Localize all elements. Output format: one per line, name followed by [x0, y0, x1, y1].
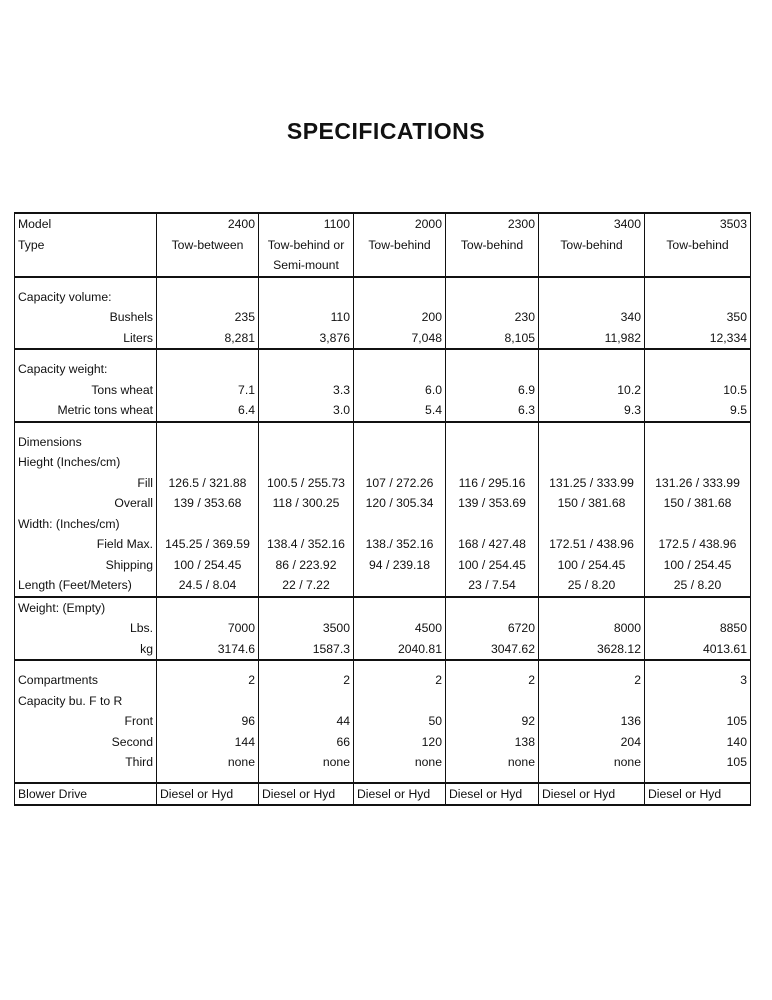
row-label: Compartments — [15, 670, 157, 691]
spacer-row — [15, 349, 751, 359]
row-label — [15, 422, 157, 432]
model-4-cell — [446, 514, 539, 535]
model-2-cell — [259, 432, 354, 453]
model-4-cell: 3047.62 — [446, 639, 539, 661]
row-label: Lbs. — [15, 618, 157, 639]
model-2-cell: 1587.3 — [259, 639, 354, 661]
model-4-cell: 230 — [446, 307, 539, 328]
row-label: Weight: (Empty) — [15, 597, 157, 619]
model-5-cell: 3400 — [539, 213, 645, 235]
model-6-cell: 8850 — [645, 618, 751, 639]
model-1-cell: 3174.6 — [157, 639, 259, 661]
model-6-cell: 140 — [645, 732, 751, 753]
model-5-cell: 136 — [539, 711, 645, 732]
model-5-cell — [539, 660, 645, 670]
row-label: Fill — [15, 473, 157, 494]
model-5-cell: 3628.12 — [539, 639, 645, 661]
second-row — [15, 732, 751, 753]
liters-row — [15, 328, 751, 350]
specifications-table — [14, 212, 751, 806]
model-2-cell — [259, 597, 354, 619]
model-1-cell: 139 / 353.68 — [157, 493, 259, 514]
model-6-cell — [645, 432, 751, 453]
model-2-cell: none — [259, 752, 354, 773]
model-5-cell: none — [539, 752, 645, 773]
length-row — [15, 575, 751, 597]
model-1-cell: 144 — [157, 732, 259, 753]
model-1-cell: none — [157, 752, 259, 773]
model-1-cell: 2400 — [157, 213, 259, 235]
row-label: Metric tons wheat — [15, 400, 157, 422]
model-6-cell — [645, 287, 751, 308]
model-1-cell: 6.4 — [157, 400, 259, 422]
model-3-cell: 107 / 272.26 — [354, 473, 446, 494]
model-3-cell — [354, 422, 446, 432]
model-3-cell: 200 — [354, 307, 446, 328]
model-5-cell — [539, 422, 645, 432]
model-3-cell: 138./ 352.16 — [354, 534, 446, 555]
row-label: Blower Drive — [15, 783, 157, 806]
row-label: Shipping — [15, 555, 157, 576]
model-3-cell: 5.4 — [354, 400, 446, 422]
row-label: Front — [15, 711, 157, 732]
model-1-cell: Tow-between — [157, 235, 259, 256]
weight-heading — [15, 597, 751, 619]
model-4-cell: Tow-behind — [446, 235, 539, 256]
model-6-cell: 150 / 381.68 — [645, 493, 751, 514]
model-1-cell: 145.25 / 369.59 — [157, 534, 259, 555]
row-label: Type — [15, 235, 157, 256]
model-2-cell: 22 / 7.22 — [259, 575, 354, 597]
model-2-cell — [259, 277, 354, 287]
model-2-cell: 86 / 223.92 — [259, 555, 354, 576]
model-6-cell — [645, 597, 751, 619]
model-1-cell: 235 — [157, 307, 259, 328]
compartments-row — [15, 670, 751, 691]
kg-row — [15, 639, 751, 661]
model-4-cell: 138 — [446, 732, 539, 753]
model-2-cell — [259, 773, 354, 783]
model-6-cell — [645, 514, 751, 535]
model-3-cell — [354, 597, 446, 619]
model-6-cell — [645, 255, 751, 277]
row-label: Model — [15, 213, 157, 235]
model-3-cell: none — [354, 752, 446, 773]
model-6-cell: 350 — [645, 307, 751, 328]
row-label: Width: (Inches/cm) — [15, 514, 157, 535]
model-6-cell: 3 — [645, 670, 751, 691]
model-6-cell: 172.5 / 438.96 — [645, 534, 751, 555]
overall-row — [15, 493, 751, 514]
model-5-cell: 340 — [539, 307, 645, 328]
spacer-row — [15, 277, 751, 287]
model-5-cell — [539, 691, 645, 712]
model-5-cell: 10.2 — [539, 380, 645, 401]
model-4-cell: 23 / 7.54 — [446, 575, 539, 597]
row-label: Dimensions — [15, 432, 157, 453]
height-heading — [15, 452, 751, 473]
row-label: Bushels — [15, 307, 157, 328]
model-1-cell — [157, 452, 259, 473]
capacity-bu-heading — [15, 691, 751, 712]
model-2-cell: 66 — [259, 732, 354, 753]
model-1-cell — [157, 349, 259, 359]
model-5-cell — [539, 452, 645, 473]
row-label: Length (Feet/Meters) — [15, 575, 157, 597]
model-4-cell — [446, 773, 539, 783]
model-2-cell: 100.5 / 255.73 — [259, 473, 354, 494]
model-4-cell — [446, 432, 539, 453]
model-5-cell: 204 — [539, 732, 645, 753]
model-6-cell: 3503 — [645, 213, 751, 235]
model-row — [15, 213, 751, 235]
model-2-cell: 110 — [259, 307, 354, 328]
row-label: Overall — [15, 493, 157, 514]
row-label: Field Max. — [15, 534, 157, 555]
model-4-cell — [446, 349, 539, 359]
width-heading — [15, 514, 751, 535]
field-max-row — [15, 534, 751, 555]
model-1-cell — [157, 597, 259, 619]
model-5-cell: 2 — [539, 670, 645, 691]
model-6-cell: 4013.61 — [645, 639, 751, 661]
model-4-cell — [446, 691, 539, 712]
model-2-cell: Tow-behind or — [259, 235, 354, 256]
model-3-cell: 50 — [354, 711, 446, 732]
model-1-cell — [157, 255, 259, 277]
model-6-cell — [645, 691, 751, 712]
model-6-cell: Diesel or Hyd — [645, 783, 751, 806]
model-2-cell — [259, 514, 354, 535]
type-row-2 — [15, 255, 751, 277]
model-5-cell: 150 / 381.68 — [539, 493, 645, 514]
model-1-cell: 24.5 / 8.04 — [157, 575, 259, 597]
model-3-cell — [354, 575, 446, 597]
model-5-cell — [539, 432, 645, 453]
row-label — [15, 773, 157, 783]
row-label: Tons wheat — [15, 380, 157, 401]
model-4-cell: Diesel or Hyd — [446, 783, 539, 806]
lbs-row — [15, 618, 751, 639]
model-1-cell — [157, 432, 259, 453]
model-6-cell — [645, 660, 751, 670]
model-4-cell — [446, 277, 539, 287]
model-3-cell: 7,048 — [354, 328, 446, 350]
model-3-cell — [354, 773, 446, 783]
model-1-cell — [157, 359, 259, 380]
model-5-cell: Tow-behind — [539, 235, 645, 256]
model-1-cell: 126.5 / 321.88 — [157, 473, 259, 494]
model-5-cell — [539, 287, 645, 308]
capacity-volume-heading — [15, 287, 751, 308]
model-5-cell — [539, 597, 645, 619]
model-3-cell: Diesel or Hyd — [354, 783, 446, 806]
model-1-cell — [157, 773, 259, 783]
shipping-row — [15, 555, 751, 576]
model-5-cell: 9.3 — [539, 400, 645, 422]
model-5-cell — [539, 349, 645, 359]
model-3-cell — [354, 349, 446, 359]
spacer-row — [15, 773, 751, 783]
model-3-cell — [354, 277, 446, 287]
model-3-cell: 120 — [354, 732, 446, 753]
row-label: Second — [15, 732, 157, 753]
capacity-weight-heading — [15, 359, 751, 380]
row-label — [15, 349, 157, 359]
spacer-row — [15, 660, 751, 670]
model-6-cell: 100 / 254.45 — [645, 555, 751, 576]
model-6-cell: 12,334 — [645, 328, 751, 350]
row-label: Capacity volume: — [15, 287, 157, 308]
model-6-cell: 105 — [645, 752, 751, 773]
model-4-cell: 100 / 254.45 — [446, 555, 539, 576]
metric-tons-wheat-row — [15, 400, 751, 422]
model-5-cell: 8000 — [539, 618, 645, 639]
model-6-cell — [645, 452, 751, 473]
dimensions-heading — [15, 432, 751, 453]
model-5-cell — [539, 255, 645, 277]
type-row — [15, 235, 751, 256]
model-2-cell — [259, 691, 354, 712]
model-6-cell — [645, 422, 751, 432]
model-4-cell: 6720 — [446, 618, 539, 639]
model-3-cell — [354, 432, 446, 453]
model-4-cell: 168 / 427.48 — [446, 534, 539, 555]
model-2-cell — [259, 660, 354, 670]
model-1-cell: 7000 — [157, 618, 259, 639]
model-4-cell: 8,105 — [446, 328, 539, 350]
model-4-cell: 92 — [446, 711, 539, 732]
model-1-cell — [157, 660, 259, 670]
model-3-cell — [354, 287, 446, 308]
model-4-cell — [446, 359, 539, 380]
model-4-cell: none — [446, 752, 539, 773]
model-4-cell — [446, 287, 539, 308]
model-2-cell — [259, 349, 354, 359]
model-5-cell — [539, 773, 645, 783]
model-2-cell: 2 — [259, 670, 354, 691]
model-2-cell: 3.3 — [259, 380, 354, 401]
fill-row — [15, 473, 751, 494]
model-2-cell: Semi-mount — [259, 255, 354, 277]
front-row — [15, 711, 751, 732]
model-3-cell — [354, 660, 446, 670]
model-6-cell: 25 / 8.20 — [645, 575, 751, 597]
model-3-cell — [354, 255, 446, 277]
model-4-cell: 6.3 — [446, 400, 539, 422]
model-3-cell — [354, 452, 446, 473]
model-5-cell: 172.51 / 438.96 — [539, 534, 645, 555]
row-label: kg — [15, 639, 157, 661]
model-2-cell: 1100 — [259, 213, 354, 235]
model-1-cell: 8,281 — [157, 328, 259, 350]
model-6-cell: 105 — [645, 711, 751, 732]
blower-drive-row — [15, 783, 751, 806]
model-4-cell — [446, 660, 539, 670]
model-6-cell — [645, 773, 751, 783]
model-6-cell — [645, 349, 751, 359]
model-3-cell: 4500 — [354, 618, 446, 639]
model-5-cell — [539, 359, 645, 380]
model-2-cell — [259, 422, 354, 432]
model-2-cell: 3.0 — [259, 400, 354, 422]
model-1-cell: 2 — [157, 670, 259, 691]
model-1-cell — [157, 691, 259, 712]
model-4-cell — [446, 597, 539, 619]
model-2-cell: 118 / 300.25 — [259, 493, 354, 514]
model-4-cell: 6.9 — [446, 380, 539, 401]
model-4-cell: 116 / 295.16 — [446, 473, 539, 494]
model-1-cell: Diesel or Hyd — [157, 783, 259, 806]
model-1-cell — [157, 287, 259, 308]
model-6-cell — [645, 277, 751, 287]
tons-wheat-row — [15, 380, 751, 401]
model-2-cell: 3,876 — [259, 328, 354, 350]
model-2-cell: 138.4 / 352.16 — [259, 534, 354, 555]
model-3-cell — [354, 514, 446, 535]
model-1-cell: 100 / 254.45 — [157, 555, 259, 576]
model-2-cell: 44 — [259, 711, 354, 732]
model-6-cell: Tow-behind — [645, 235, 751, 256]
model-3-cell: Tow-behind — [354, 235, 446, 256]
model-5-cell: 100 / 254.45 — [539, 555, 645, 576]
model-5-cell: Diesel or Hyd — [539, 783, 645, 806]
model-1-cell — [157, 422, 259, 432]
bushels-row — [15, 307, 751, 328]
model-4-cell: 2300 — [446, 213, 539, 235]
model-4-cell: 139 / 353.69 — [446, 493, 539, 514]
model-1-cell: 7.1 — [157, 380, 259, 401]
model-2-cell: 3500 — [259, 618, 354, 639]
model-1-cell — [157, 514, 259, 535]
model-4-cell — [446, 255, 539, 277]
model-3-cell: 120 / 305.34 — [354, 493, 446, 514]
model-5-cell: 131.25 / 333.99 — [539, 473, 645, 494]
row-label: Hieght (Inches/cm) — [15, 452, 157, 473]
model-2-cell: Diesel or Hyd — [259, 783, 354, 806]
row-label — [15, 255, 157, 277]
row-label — [15, 660, 157, 670]
model-4-cell: 2 — [446, 670, 539, 691]
model-4-cell — [446, 422, 539, 432]
model-2-cell — [259, 287, 354, 308]
model-3-cell: 2 — [354, 670, 446, 691]
model-2-cell — [259, 359, 354, 380]
model-3-cell: 2000 — [354, 213, 446, 235]
model-1-cell — [157, 277, 259, 287]
model-3-cell — [354, 691, 446, 712]
model-1-cell: 96 — [157, 711, 259, 732]
model-2-cell — [259, 452, 354, 473]
row-label: Liters — [15, 328, 157, 350]
model-6-cell: 9.5 — [645, 400, 751, 422]
row-label: Capacity bu. F to R — [15, 691, 157, 712]
model-6-cell: 131.26 / 333.99 — [645, 473, 751, 494]
model-6-cell — [645, 359, 751, 380]
row-label: Third — [15, 752, 157, 773]
page-title: SPECIFICATIONS — [286, 118, 486, 144]
third-row — [15, 752, 751, 773]
model-3-cell: 6.0 — [354, 380, 446, 401]
model-6-cell: 10.5 — [645, 380, 751, 401]
model-3-cell — [354, 359, 446, 380]
model-3-cell: 94 / 239.18 — [354, 555, 446, 576]
row-label — [15, 277, 157, 287]
model-5-cell — [539, 514, 645, 535]
spacer-row — [15, 422, 751, 432]
model-5-cell: 25 / 8.20 — [539, 575, 645, 597]
model-3-cell: 2040.81 — [354, 639, 446, 661]
model-5-cell — [539, 277, 645, 287]
model-5-cell: 11,982 — [539, 328, 645, 350]
row-label: Capacity weight: — [15, 359, 157, 380]
model-4-cell — [446, 452, 539, 473]
